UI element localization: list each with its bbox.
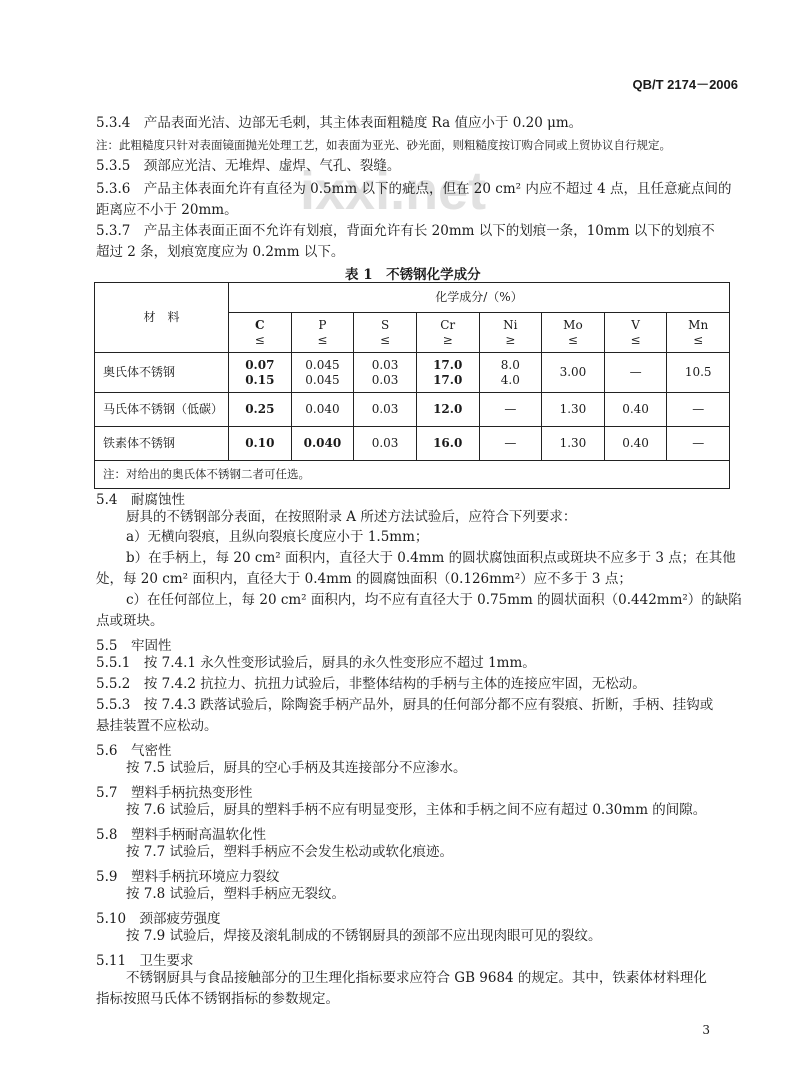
clause-5-5-3-line1: 5.5.3 按 7.4.3 跌落试验后，除陶瓷手柄产品外，厨具的任何部分都不应有裂痕、折断，手柄、挂钩或	[96, 697, 714, 713]
col-s: S ≤	[354, 313, 417, 353]
section-5-4-b-line2: 处，每 20 cm² 面积内，直径大于 0.4mm 的圆腐蚀面积（0.126mm²）应不多于 3 点；	[96, 571, 632, 587]
clause-5-3-6-line2: 距离应不小于 20mm。	[96, 202, 238, 218]
clause-5-5-3-line2: 悬挂装置不应松动。	[96, 718, 218, 734]
clause-5-5-1: 5.5.1 按 7.4.1 永久性变形试验后，厨具的永久性变形应不超过 1mm。	[96, 655, 536, 671]
composition-header: 化学成分/（%）	[229, 283, 730, 313]
section-5-4-b-line1: b）在手柄上，每 20 cm² 面积内，直径大于 0.4mm 的圆状腐蚀面积点或斑块不应多于 3 点；在其他	[126, 550, 736, 566]
col-mn: Mn ≤	[667, 313, 730, 353]
section-5-10-text: 按 7.9 试验后，焊接及滚轧制成的不锈钢厨具的颈部不应出现肉眼可见的裂纹。	[126, 928, 602, 944]
col-mo: Mo ≤	[542, 313, 605, 353]
clause-5-3-6-line1: 5.3.6 产品主体表面允许有直径为 0.5mm 以下的疵点，但在 20 cm² 内应不超过 4 点，且任意疵点间的	[96, 181, 732, 197]
col-c: C ≤	[229, 313, 292, 353]
chemical-composition-table	[94, 282, 730, 489]
section-5-4-intro: 厨具的不锈钢部分表面，在按照附录 A 所述方法试验后，应符合下列要求：	[126, 509, 577, 525]
section-5-9-text: 按 7.8 试验后，塑料手柄应无裂纹。	[126, 886, 346, 902]
material-header: 材 料	[95, 283, 229, 353]
clause-5-3-5: 5.3.5 颈部应光洁、无堆焊、虚焊、气孔、裂缝。	[96, 158, 401, 174]
watermark: ixxi.net	[300, 161, 487, 221]
section-5-8-title: 5.8 塑料手柄耐高温软化性	[96, 827, 266, 843]
col-cr: Cr ≥	[416, 313, 479, 353]
section-5-7-title: 5.7 塑料手柄抗热变形性	[96, 785, 253, 801]
section-5-11-title: 5.11 卫生要求	[96, 953, 194, 969]
section-5-6-title: 5.6 气密性	[96, 743, 172, 759]
section-5-4-title: 5.4 耐腐蚀性	[96, 492, 185, 508]
clause-5-3-4-note: 注：此粗糙度只针对表面镜面抛光处理工艺，如表面为亚光、砂光面，则粗糙度按订购合同或上贸协议自行规定。	[96, 138, 671, 152]
section-5-10-title: 5.10 颈部疲劳强度	[96, 911, 221, 927]
section-5-11-text-line2: 指标按照马氏体不锈钢指标的参数规定。	[96, 991, 339, 1007]
table-caption: 表 1 不锈钢化学成分	[345, 267, 481, 283]
table-row: 铁素体不锈钢 0.10 0.040 0.03 16.0 — 1.30 0.40 —	[95, 427, 730, 461]
table-row: 马氏体不锈钢（低碳） 0.25 0.040 0.03 12.0 — 1.30 0.40 —	[95, 393, 730, 427]
clause-5-3-4: 5.3.4 产品表面光洁、边部无毛刺，其主体表面粗糙度 Ra 值应小于 0.20 μm。	[96, 115, 583, 131]
clause-5-3-7-line1: 5.3.7 产品主体表面正面不允许有划痕，背面允许有长 20mm 以下的划痕一条，10mm 以下的划痕不	[96, 223, 715, 239]
col-v: V ≤	[604, 313, 667, 353]
section-5-4-a: a）无横向裂痕，且纵向裂痕长度应小于 1.5mm；	[126, 529, 429, 545]
section-5-11-text-line1: 不锈钢厨具与食品接触部分的卫生理化指标要求应符合 GB 9684 的规定。其中，铁素体材料理化	[126, 970, 707, 986]
table-row: 奥氏体不锈钢 0.07 0.15 0.045 0.045 0.03 0.03 17.0 17.0 8.0 4.0 3.00 — 10.5	[95, 353, 730, 393]
col-p: P ≤	[291, 313, 354, 353]
col-ni: Ni ≥	[479, 313, 542, 353]
page-number: 3	[702, 1023, 710, 1037]
section-5-4-c-line1: c）在任何部位上，每 20 cm² 面积内，均不应有直径大于 0.75mm 的圆状面积（0.442mm²）的缺陷	[126, 592, 742, 608]
document-code: QB/T 2174－2006	[632, 77, 738, 92]
section-5-9-title: 5.9 塑料手柄抗环境应力裂纹	[96, 869, 280, 885]
clause-5-3-7-line2: 超过 2 条，划痕宽度应为 0.2mm 以下。	[96, 244, 345, 260]
section-5-6-text: 按 7.5 试验后，厨具的空心手柄及其连接部分不应渗水。	[126, 760, 467, 776]
clause-5-5-2: 5.5.2 按 7.4.2 抗拉力、抗扭力试验后，非整体结构的手柄与主体的连接应牢固，无松动。	[96, 676, 646, 692]
section-5-7-text: 按 7.6 试验后，厨具的塑料手柄不应有明显变形，主体和手柄之间不应有超过 0.30mm 的间隙。	[126, 802, 707, 818]
table-note: 注：对给出的奥氏体不锈钢二者可任选。	[95, 461, 730, 489]
section-5-4-c-line2: 点或斑块。	[96, 613, 164, 629]
section-5-8-text: 按 7.7 试验后，塑料手柄应不会发生松动或软化痕迹。	[126, 844, 454, 860]
section-5-5-title: 5.5 牢固性	[96, 638, 172, 654]
